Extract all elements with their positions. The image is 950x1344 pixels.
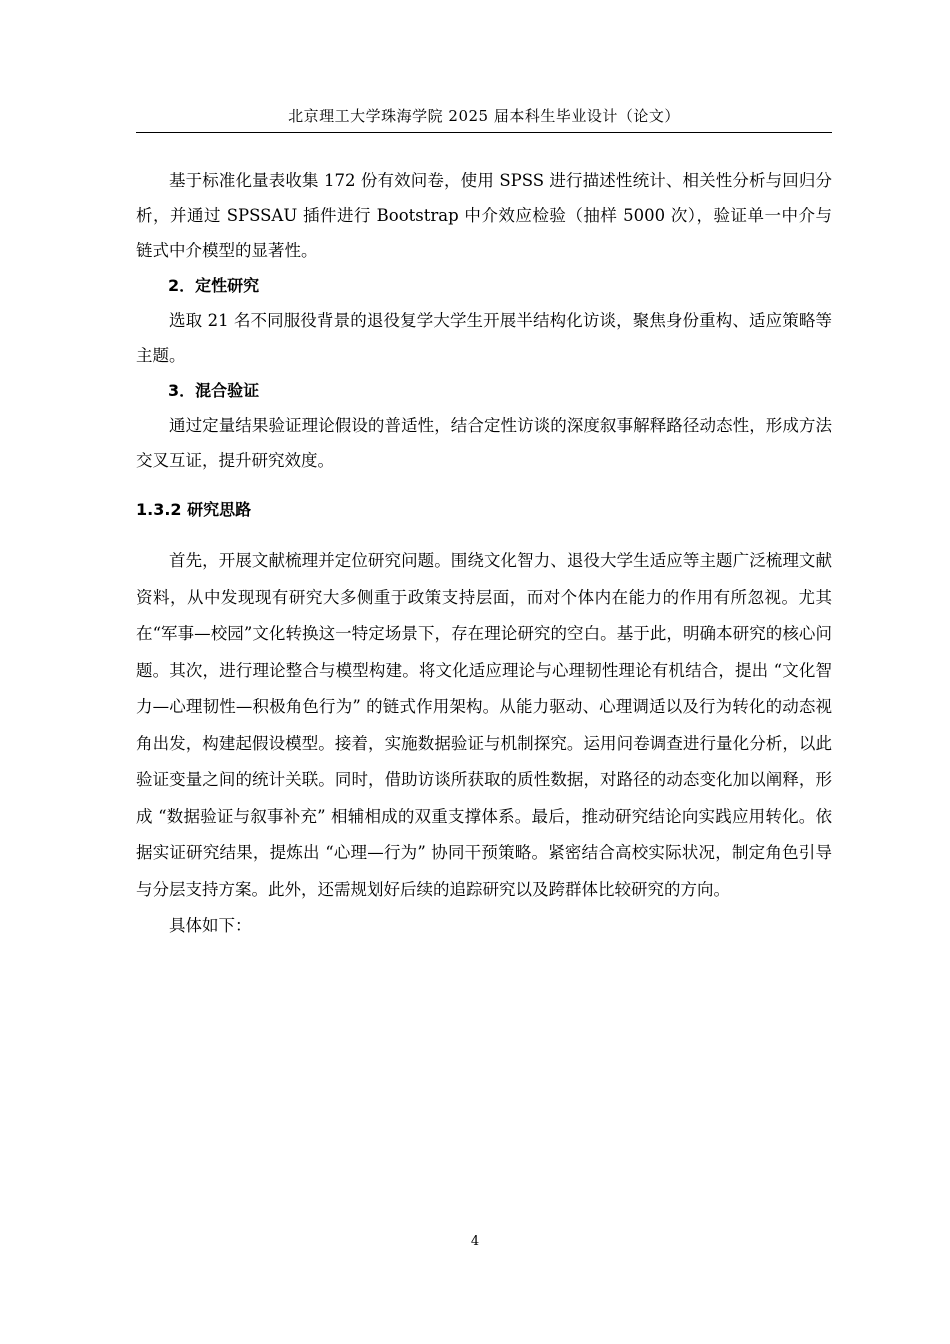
item-text-qualitative: 选取 21 名不同服役背景的退役复学大学生开展半结构化访谈，聚焦身份重构、适应策略等主题。 [136,311,832,365]
page-number: 4 [470,1234,480,1249]
header-title: 北京理工大学珠海学院 2025 届本科生毕业设计（论文） [288,107,680,125]
item-text-mixed: 通过定量结果验证理论假设的普适性，结合定性访谈的深度叙事解释路径动态性，形成方法交叉互证，提升研究效度。 [136,416,832,470]
item-heading-mixed: 3．混合验证 [168,381,260,400]
intro-paragraph: 基于标准化量表收集 172 份有效问卷，使用 SPSS 进行描述性统计、相关性分析与回归分析，并通过 SPSSAU 插件进行 Bootstrap 中介效应检验（抽样 5000 次），验证单一中介与链式中介模型的显著性。 [136,171,832,260]
closing-line: 具体如下： [169,916,252,935]
page-header [136,104,832,133]
item-heading-qualitative: 2．定性研究 [168,276,260,295]
page-content [136,163,832,945]
research-approach-paragraph: 首先，开展文献梳理并定位研究问题。围绕文化智力、退役大学生适应等主题广泛梳理文献资料，从中发现现有研究大多侧重于政策支持层面，而对个体内在能力的作用有所忽视。尤其在“军事—校园”文化转换这一特定场景下，存在理论研究的空白。基于此，明确本研究的核心问题。其次，进行理论整合与模型构建。将文化适应理论与心理韧性理论有机结合，提出 “文化智力—心理韧性—积极角色行为” 的链式作用架构。从能力驱动、心理调适以及行为转化的动态视角出发，构建起假设模型。接着，实施数据验证与机制探究。运用问卷调查进行量化分析，以此验证变量之间的统计关联。同时，借助访谈所获取的质性数据，对路径的动态变化加以阐释，形成 “数据验证与叙事补充” 相辅相成的双重支撑体系。最后，推动研究结论向实践应用转化。依据实证研究结果，提炼出 “心理—行为” 协同干预策略。紧密结合高校实际状况，制定角色引导与分层支持方案。此外，还需规划好后续的追踪研究以及跨群体比较研究的方向。 [136,551,832,899]
section-heading-research-approach: 1.3.2 研究思路 [136,500,252,519]
